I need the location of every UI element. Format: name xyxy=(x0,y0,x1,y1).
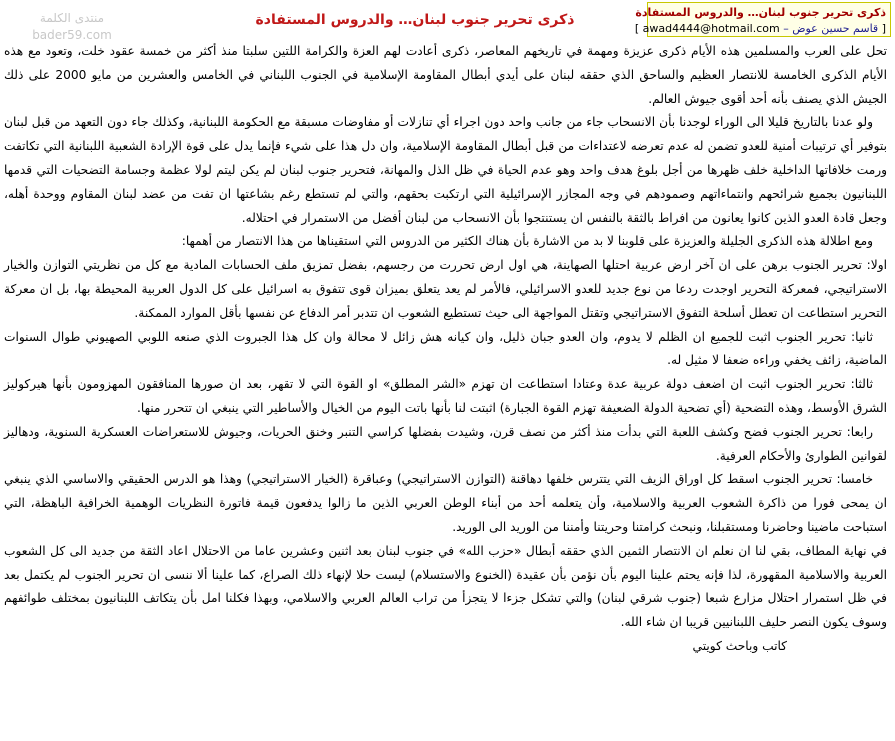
paragraph-lesson-5: خامسا: تحرير الجنوب اسقط كل اوراق الزيف التي يتترس خلفها دهاقنة (التوازن الاستراتيجي) وعباقرة (الخيار الاستراتيجي) وهذا هو الدرس الحقيقي والاساسي الذي ينبغي ان يمحى فورا من ذاكرة الشعوب العربية والاسلامية، وأن يتعلمه أحد من أبناء الوطن العربي الذين ما زالوا يدفعون قيمة فاتورة النظريات الوهمية الخرافية الباهظة، التي استباحت ماضينا وحاضرنا ومستقبلنا، ونبحث كرامتنا وحريتنا وأمننا من الوريد الى الوريد. xyxy=(4,472,887,534)
article-title: ذكرى تحرير جنوب لبنان… والدروس المستفادة xyxy=(255,12,575,28)
topic-title-link[interactable]: ذكرى تحرير جنوب لبنان… والدروس المستفادة xyxy=(635,6,886,19)
paragraph-lesson-3: ثالثا: تحرير الجنوب اثبت ان اضعف دولة عربية عدة وعتادا استطاعت ان تهزم «الشر المطلق» او القوة التي لا تقهر، بعد ان صورها المنافقون المهزومون بأنها هيركوليز الشرق الأوسط، وهذه التضحية (أي تضحية الدولة الضعيفة تهزم القوة الجبارة) اثبتت لنا بأنها باتت اليوم من الخيال والأساطير التي ينبغي ان تتحرر منها. xyxy=(4,377,887,415)
paragraph-lesson-1: اولا: تحرير الجنوب برهن على ان آخر ارض عربية احتلها الصهاينة، هي اول ارض تحررت من رجسهم، بفضل تمزيق ملف الحسابات المادية مع كل من نظريتي التوازن والخيار الاستراتيجي، فمعركة التحرير اوجدت ردعا من نوع جديد للعدو الاسرائيلي، فالأمر لم يعد يتعلق بميزان قوى تتفوق به اسرائيل على كل الدول العربية المحيطة بها، بل ان معركة التحرير استطاعت ان تعطل أسلحة التفوق الاستراتيجي وتقتل المواجهة الى حيث تستطيع الشعوب ان تتدبر أمر الدفاع عن نفسها بأقل الموارد الممكنة. xyxy=(4,258,887,320)
watermark-domain: bader59.com xyxy=(32,28,112,42)
author-signature: كاتب وباحث كويتي xyxy=(692,638,787,653)
paragraph-lesson-2: ثانيا: تحرير الجنوب اثبت للجميع ان الظلم لا يدوم، وان العدو جبان ذليل، وان كيانه هش زائل لا محالة وان كل هذا الجبروت الذي صنعه اللوبي الصهيوني طوال السنوات الماضية، زائف يخفي وراءه ضعفا لا مثيل له. xyxy=(4,329,887,368)
author-bracket-close: ] xyxy=(634,22,640,35)
site-watermark xyxy=(22,10,122,44)
author-email-link[interactable]: awad4444@hotmail.com xyxy=(642,22,780,35)
paragraph-lesson-4: رابعا: تحرير الجنوب فضح وكشف اللعبة التي بدأت منذ أكثر من نصف قرن، وشيدت بفضلها كراسي التنبر وخنق الحريات، وجيوش للاستعراضات العسكرية السنوية، ودهاليز لقوانين الطوارئ والأحكام العرفية. xyxy=(4,424,887,463)
paragraph-history: ولو عدنا بالتاريخ قليلا الى الوراء لوجدنا بأن الانسحاب جاء من جانب واحد دون اجراء أي تنازلات أو مفاوضات مسبقة مع الحكومة اللبنانية، وكذلك جاء دون التعهد من قبل لبنان بتوفير أي ترتيبات أمنية للعدو تضمن له عدم تعرضه لاعتداءات من قبل أبطال المقاومة الإسلامية، وان دل هذا على شيء فإنما يدل على قوة الإرادة الشعبية اللبنانية التي تكاتفت ورمت خلافاتها الداخلية خلف ظهرها من أجل بلوغ هدف واحد وهو عدم الحياة في ظل الذل والمهانة، فتحرير جنوب لبنان لم يكن ليتم لولا عظمة وجسامة التضحيات التي قدمها اللبنانيون بجميع شرائحهم وانتماءاتهم وصمودهم في وجه المجازر الإسرائيلية التي ارتكبت بحقهم، والتي لم تستطع رغم بشاعتها ان تفت من عضد لبنان المقاوم ووحدة أهله، وجعل قادة العدو الذين كانوا يعانون من افراط بالثقة بالنفس ان يستنتجوا بأن الانسحاب من لبنان أفضل من الاستمرار في احتلاله. xyxy=(4,115,887,225)
topic-info-box xyxy=(634,2,891,37)
article-body xyxy=(4,40,887,659)
author-separator: – xyxy=(779,22,789,35)
paragraph-lessons-intro: ومع اطلالة هذه الذكرى الجليلة والعزيزة على قلوبنا لا بد من الاشارة بأن هناك الكثير من الدروس التي استقيناها من هذا الانتصار من أهمها: xyxy=(181,234,873,249)
author-line xyxy=(634,22,886,35)
author-name: قاسم حسين عوض xyxy=(792,22,879,35)
paragraph-intro: تحل على العرب والمسلمين هذه الأيام ذكرى عزيزة ومهمة في تاريخهم المعاصر، ذكرى أعادت لهم العزة والكرامة اللتين سلبتا منذ أكثر من خمسة عقود خلت، وتعود مع هذه الأيام الذكرى الخامسة للانتصار العظيم والساحق الذي حققه لبنان على أيدي أبطال المقاومة الإسلامية في الجنوب اللبناني في الخامس والعشرين من مايو 2000 على ذلك الجيش الذي يصنف بأنه أحد أقوى جيوش العالم. xyxy=(4,44,887,106)
author-bracket-open: [ xyxy=(881,22,886,35)
watermark-site-name: منتدى الكلمة xyxy=(39,11,105,25)
paragraph-conclusion: في نهاية المطاف، بقي لنا ان نعلم ان الانتصار الثمين الذي حققه أبطال «حزب الله» في جنوب لبنان بعد اثنين وعشرين عاما من الاحتلال اعاد الثقة من جديد الى كل الشعوب العربية والاسلامية المقهورة، لذا فإنه يحتم علينا اليوم بأن نؤمن بأن عقيدة (الخنوع والاستسلام) ليست حلا لإنهاء ذلك الصراع، كما علينا ألا ننسى ان تحرير الجنوب لم يكتمل بعد في ظل استمرار احتلال مزارع شبعا (جنوب شرقي لبنان) والتي تشكل جزءا لا يتجزأ من تراب العالم العربي والاسلامي، وبهذا فكلنا امل بأن يتكاتف اللبنانيون بمختلف طوائفهم وسوف يكون النصر حليف اللبنانيين قريبا ان شاء الله. xyxy=(4,543,887,630)
